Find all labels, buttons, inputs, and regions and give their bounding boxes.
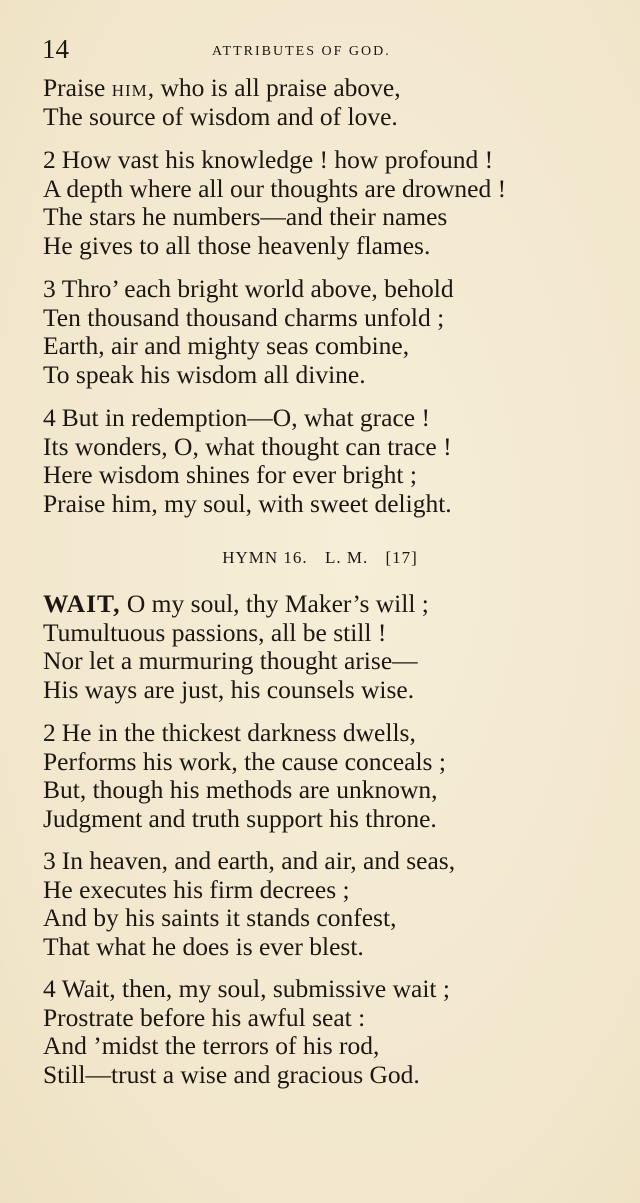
verse-line: Ten thousand thousand charms unfold ; bbox=[43, 302, 445, 332]
stanza-continuation bbox=[43, 74, 603, 131]
verse-line: WAIT, O my soul, thy Maker’s will ; bbox=[43, 589, 429, 618]
verse-line: 3 In heaven, and earth, and air, and seas, bbox=[43, 846, 456, 875]
verse-line: 2 How vast his knowledge ! how profound ! bbox=[43, 145, 494, 174]
stanza-number: 2 bbox=[43, 145, 56, 174]
verse-line: He gives to all those heavenly flames. bbox=[43, 230, 431, 260]
stanza-2 bbox=[43, 146, 603, 260]
verse-line: Still—trust a wise and gracious God. bbox=[43, 1059, 420, 1089]
stanza-number: 3 bbox=[43, 274, 56, 303]
verse-line: And by his saints it stands confest, bbox=[43, 903, 397, 933]
stanza-4 bbox=[43, 404, 603, 518]
verse-line: 4 But in redemption—O, what grace ! bbox=[43, 403, 430, 432]
hymn-stanza-2 bbox=[43, 719, 603, 833]
verse-line: Judgment and truth support his throne. bbox=[43, 803, 437, 833]
page-header bbox=[42, 34, 602, 70]
stanza-3 bbox=[43, 275, 603, 389]
verse-line: He executes his firm decrees ; bbox=[43, 874, 350, 904]
verse-line: But, though his methods are unknown, bbox=[43, 775, 438, 805]
verse-line: Prostrate before his awful seat : bbox=[43, 1002, 366, 1032]
running-title: ATTRIBUTES OF GOD. bbox=[212, 44, 391, 59]
verse-line: A depth where all our thoughts are drowned ! bbox=[43, 173, 507, 203]
verse-line: Here wisdom shines for ever bright ; bbox=[43, 460, 417, 490]
page-number: 14 bbox=[42, 34, 69, 64]
verse-line: Praise HIM, who is all praise above, bbox=[43, 73, 401, 102]
verse-line: The stars he numbers—and their names bbox=[43, 202, 448, 232]
hymn-meter: L. M. bbox=[324, 548, 369, 567]
verse-line: Praise him, my soul, with sweet delight. bbox=[43, 488, 452, 518]
hymn-stanza-3 bbox=[43, 847, 603, 961]
verse-line: The source of wisdom and of love. bbox=[43, 101, 398, 131]
verse-line: 3 Thro’ each bright world above, behold bbox=[43, 274, 454, 303]
verse-line: That what he does is ever blest. bbox=[43, 931, 364, 961]
first-word: WAIT, bbox=[43, 589, 121, 618]
stanza-number: 4 bbox=[43, 974, 56, 1003]
verse-line: Its wonders, O, what thought can trace ! bbox=[43, 431, 452, 461]
hymn-title: HYMN 16. bbox=[222, 548, 308, 567]
verse-line: Nor let a murmuring thought arise— bbox=[43, 646, 418, 676]
stanza-number: 4 bbox=[43, 403, 56, 432]
verse-line: To speak his wisdom all divine. bbox=[43, 359, 366, 389]
hymn-stanza-1 bbox=[43, 590, 603, 704]
verse-line: Performs his work, the cause conceals ; bbox=[43, 746, 446, 776]
hymn-heading bbox=[0, 548, 640, 568]
verse-line: 4 Wait, then, my soul, submissive wait ; bbox=[43, 974, 450, 1003]
stanza-number: 3 bbox=[43, 846, 56, 875]
verse-line: And ’midst the terrors of his rod, bbox=[43, 1031, 380, 1061]
verse-line: 2 He in the thickest darkness dwells, bbox=[43, 718, 416, 747]
verse-line: Earth, air and mighty seas combine, bbox=[43, 331, 410, 361]
hymn-stanza-4 bbox=[43, 975, 603, 1089]
stanza-number: 2 bbox=[43, 718, 56, 747]
verse-line: Tumultuous passions, all be still ! bbox=[43, 617, 387, 647]
hymn-reference: [17] bbox=[385, 548, 418, 567]
verse-line: His ways are just, his counsels wise. bbox=[43, 674, 415, 704]
